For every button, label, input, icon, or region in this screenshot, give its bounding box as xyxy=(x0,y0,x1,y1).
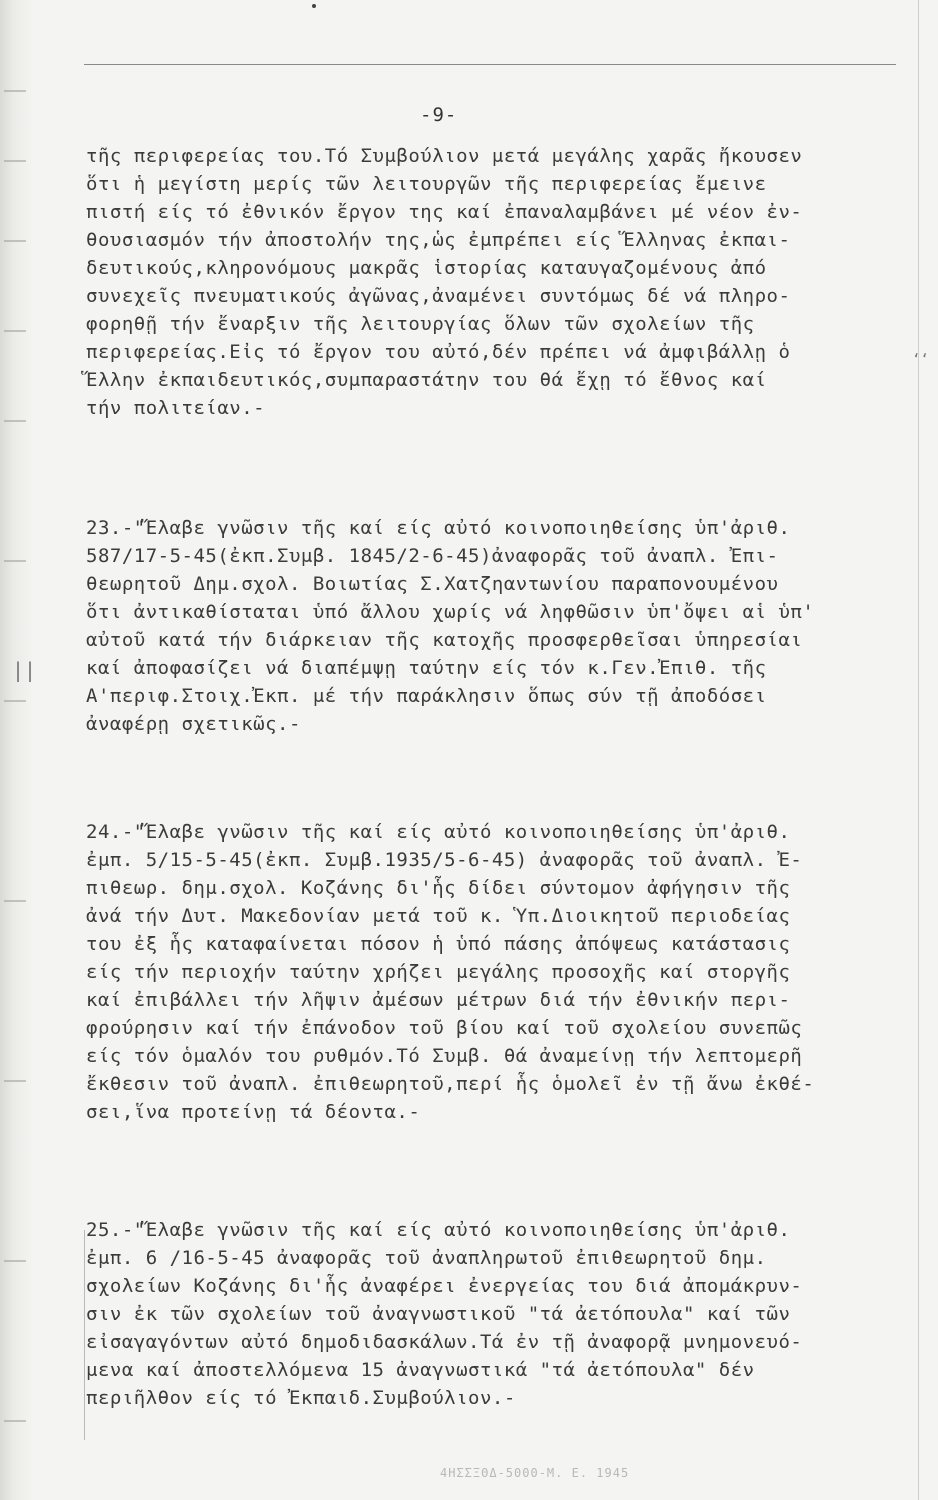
text-line: θεωρητοῦ Δημ.σχολ. Βοιωτίας Σ.Χατζηαντωνίου παραπονουμένου xyxy=(86,573,779,595)
binding-mark xyxy=(4,160,26,162)
text-line: 587/17-5-45(ἐκπ.Συμβ. 1845/2-6-45)ἀναφορᾶς τοῦ ἀναπλ. Ἐπι- xyxy=(86,545,779,567)
text-line: του ἐξ ἧς καταφαίνεται πόσον ἡ ὑπό πάσης ἀπόψεως κατάστασις xyxy=(86,933,791,955)
text-line: περιφερείας.Εἰς τό ἔργον του αὐτό,δέν πρέπει νά ἀμφιβάλλῃ ὁ xyxy=(86,341,791,363)
binding-mark xyxy=(4,420,26,422)
paragraph-item-24 xyxy=(86,818,916,1126)
text-line: αὐτοῦ κατά τήν διάρκειαν τῆς κατοχῆς προσφερθεῖσαι ὑπηρεσίαι xyxy=(86,629,803,651)
text-line: τήν πολιτείαν.- xyxy=(86,397,266,419)
text-line: 24.-"Ἔλαβε γνῶσιν τῆς καί είς αὐτό κοινοποιηθείσης ὑπ'ἀριθ. xyxy=(86,821,791,843)
text-line: Α'περιφ.Στοιχ.Ἐκπ. μέ τήν παράκλησιν ὅπως σύν τῇ ἀποδόσει xyxy=(86,685,767,707)
binding-mark xyxy=(4,90,26,92)
text-line: ὅτι ἡ μεγίστη μερίς τῶν λειτουργῶν τῆς περιφερείας ἔμεινε xyxy=(86,173,767,195)
text-line: φορηθῇ τήν ἔναρξιν τῆς λειτουργίας ὅλων τῶν σχολείων τῆς xyxy=(86,313,755,335)
text-line: καί ἐπιβάλλει τήν λῆψιν ἀμέσων μέτρων διά τήν ἐθνικήν περι- xyxy=(86,989,791,1011)
text-line: συνεχεῖς πνευματικούς ἀγῶνας,ἀναμένει συντόμως δέ νά πληρο- xyxy=(86,285,791,307)
text-line: φρούρησιν καί τήν ἐπάνοδον τοῦ βίου καί τοῦ σχολείου συνεπῶς xyxy=(86,1017,803,1039)
top-dot xyxy=(312,4,316,8)
text-line: εἰσαγαγόντων αὐτό δημοδιδασκάλων.Τά ἐν τῇ ἀναφορᾷ μνημονευό- xyxy=(86,1331,803,1353)
binding-mark xyxy=(4,240,26,242)
text-line: ἐμπ. 5/15-5-45(ἐκπ. Συμβ.1935/5-6-45) ἀναφορᾶς τοῦ ἀναπλ. Ἐ- xyxy=(86,849,803,871)
binding-mark xyxy=(4,900,26,902)
text-line: είς τόν ὁμαλόν του ρυθμόν.Τό Συμβ. θά ἀναμείνῃ τήν λεπτομερῆ xyxy=(86,1045,803,1067)
text-line: πιστή είς τό ἐθνικόν ἔργον της καί ἐπαναλαμβάνει μέ νέον ἐν- xyxy=(86,201,803,223)
text-line: πιθεωρ. δημ.σχολ. Κοζάνης δι'ἧς δίδει σύντομον ἀφήγησιν τῆς xyxy=(86,877,791,899)
text-line: ἀναφέρῃ σχετικῶς.- xyxy=(86,713,301,735)
text-line: ἔκθεσιν τοῦ ἀναπλ. ἐπιθεωρητοῦ,περί ἧς ὁμολεῖ ἐν τῇ ἄνω ἐκθέ- xyxy=(86,1073,815,1095)
text-line: δευτικούς,κληρονόμους μακρᾶς ἱστορίας καταυγαζομένους ἀπό xyxy=(86,257,767,279)
text-line: θουσιασμόν τήν ἀποστολήν της,ὡς ἐμπρέπει είς Ἕλληνας ἐκπαι- xyxy=(86,229,791,251)
text-line: ἀνά τήν Δυτ. Μακεδονίαν μετά τοῦ κ. Ὑπ.Διοικητοῦ περιοδείας xyxy=(86,905,791,927)
text-line: καί ἀποφασίζει νά διαπέμψῃ ταύτην είς τόν κ.Γεν.Ἐπιθ. τῆς xyxy=(86,657,767,679)
paragraph-continuation xyxy=(86,142,916,422)
margin-line xyxy=(84,1230,85,1440)
paragraph-item-23 xyxy=(86,514,916,738)
text-line: μενα καί ἀποστελλόμενα 15 ἀναγνωστικά "τά ἀετόπουλα" δέν xyxy=(86,1359,755,1381)
text-line: περιῆλθον είς τό Ἐκπαιδ.Συμβούλιον.- xyxy=(86,1387,516,1409)
top-rule xyxy=(84,64,896,65)
side-mark: || xyxy=(12,658,37,682)
text-line: σχολείων Κοζάνης δι'ἧς ἀναφέρει ἐνεργείας του διά ἀπομάκρυν- xyxy=(86,1275,803,1297)
text-line: σιν ἐκ τῶν σχολείων τοῦ ἀναγνωστικοῦ "τά ἀετόπουλα" καί τῶν xyxy=(86,1303,791,1325)
binding-edge xyxy=(0,0,37,1500)
binding-mark xyxy=(4,1080,26,1082)
text-line: σει,ἵνα προτείνῃ τά δέοντα.- xyxy=(86,1101,421,1123)
page-number: -9- xyxy=(420,104,458,126)
text-line: ὅτι ἀντικαθίσταται ὑπό ἄλλου χωρίς νά ληφθῶσιν ὑπ'ὄψει αἱ ὑπ' xyxy=(86,601,815,623)
binding-mark xyxy=(4,1260,26,1262)
text-line: 25.-"Ἔλαβε γνῶσιν τῆς καί είς αὐτό κοινοποιηθείσης ὑπ'ἀριθ. xyxy=(86,1219,791,1241)
right-edge-line xyxy=(918,0,919,1500)
paragraph-item-25 xyxy=(86,1216,916,1412)
text-line: Ἕλλην ἐκπαιδευτικός,συμπαραστάτην του θά ἔχῃ τό ἔθνος καί xyxy=(86,369,767,391)
binding-mark xyxy=(4,1420,26,1422)
footer-stamp: 4ΗΣΣΞΘΔ-5000-Μ. Ε. 1945 xyxy=(440,1466,630,1480)
text-line: τῆς περιφερείας του.Τό Συμβούλιον μετά μεγάλης χαρᾶς ἤκουσεν xyxy=(86,145,803,167)
text-line: είς τήν περιοχήν ταύτην χρήζει μεγάλης προσοχῆς καί στοργῆς xyxy=(86,961,791,983)
binding-mark xyxy=(4,560,26,562)
binding-mark xyxy=(4,330,26,332)
text-line: 23.-"Ἔλαβε γνῶσιν τῆς καί είς αὐτό κοινοποιηθείσης ὑπ'ἀριθ. xyxy=(86,517,791,539)
binding-mark xyxy=(4,700,26,702)
text-line: ἐμπ. 6 /16-5-45 ἀναφορᾶς τοῦ ἀναπληρωτοῦ ἐπιθεωρητοῦ δημ. xyxy=(86,1247,767,1269)
side-mark: ‘‘ xyxy=(912,352,929,368)
